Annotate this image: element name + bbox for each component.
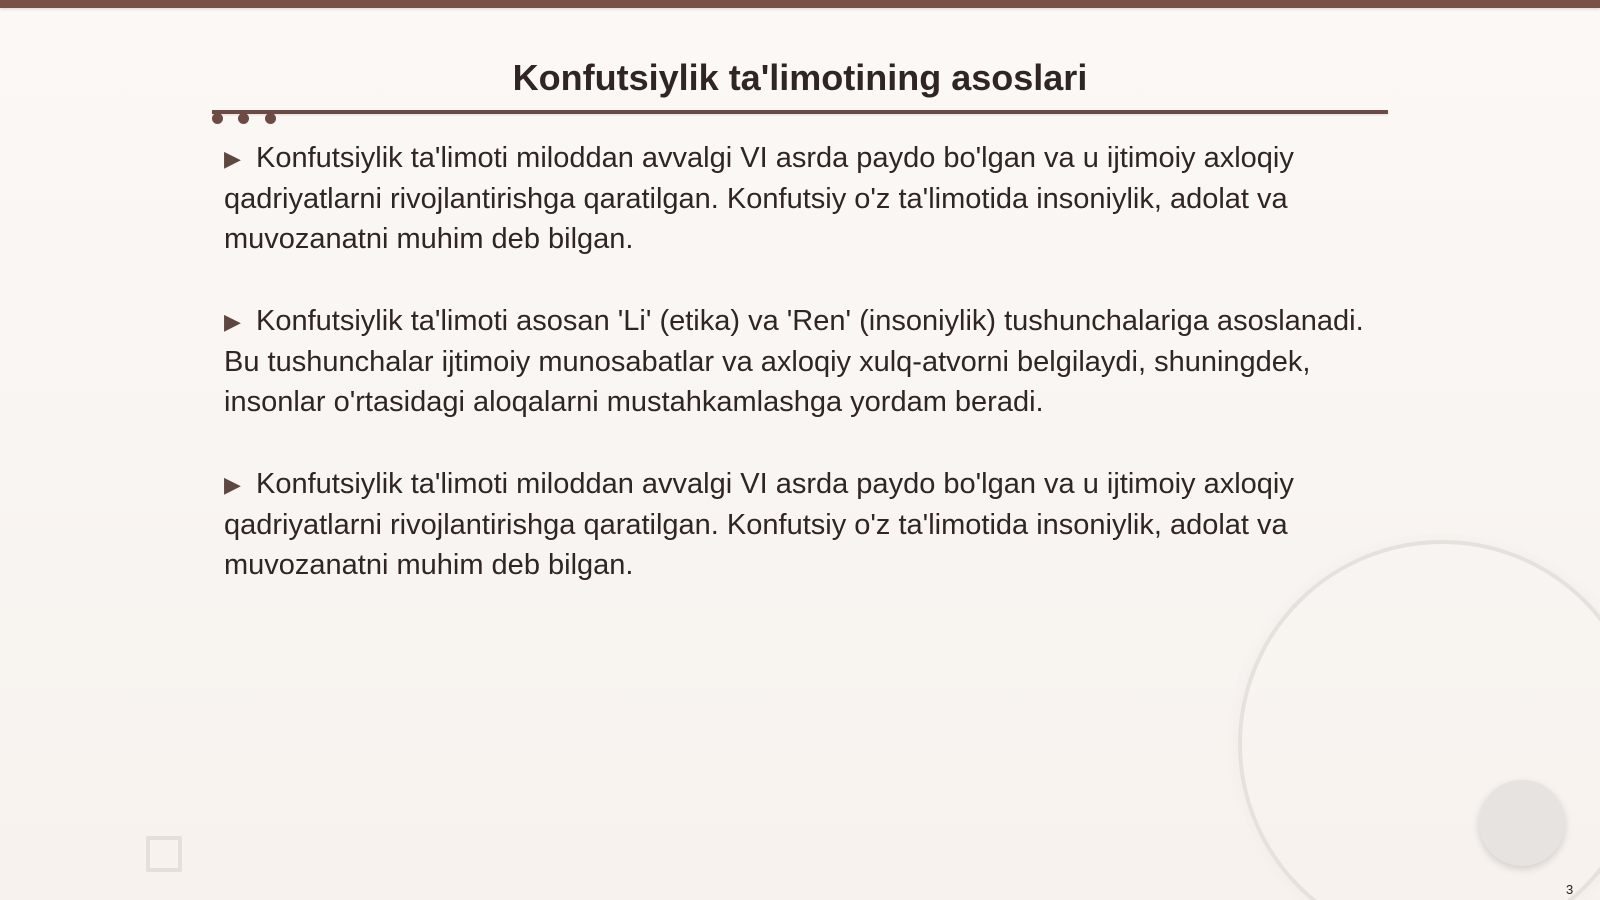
bullet-arrow-icon: ▶ bbox=[224, 146, 241, 171]
bullet-item bbox=[224, 138, 1374, 259]
top-accent-bar bbox=[0, 0, 1600, 8]
decorative-dot bbox=[265, 113, 276, 124]
bullet-list bbox=[224, 138, 1374, 627]
bullet-text: Konfutsiylik ta'limoti asosan 'Li' (etika) va 'Ren' (insoniylik) tushunchalariga asoslanadi. Bu tushunchalar ijtimoiy munosabatlar va axloqiy xulq-atvorni belgilaydi, shuningdek, insonlar o'rtasidagi aloqalarni mustahkamlashga yordam beradi. bbox=[224, 305, 1364, 418]
decorative-circle-filled bbox=[1479, 780, 1565, 866]
decorative-square bbox=[146, 836, 182, 872]
page-number: 3 bbox=[1566, 882, 1574, 897]
title-underline bbox=[212, 110, 1388, 114]
bullet-arrow-icon: ▶ bbox=[224, 309, 241, 334]
bullet-item bbox=[224, 464, 1374, 585]
decorative-dot bbox=[238, 113, 249, 124]
bullet-item bbox=[224, 301, 1374, 422]
slide-title: Konfutsiylik ta'limotining asoslari bbox=[512, 57, 1088, 98]
bullet-text: Konfutsiylik ta'limoti miloddan avvalgi VI asrda paydo bo'lgan va u ijtimoiy axloqiy qadriyatlarni rivojlantirishga qaratilgan. Konfutsiy o'z ta'limotida insoniylik, adolat va muvozanatni muhim deb bilgan. bbox=[224, 468, 1294, 581]
bullet-text: Konfutsiylik ta'limoti miloddan avvalgi VI asrda paydo bo'lgan va u ijtimoiy axloqiy qadriyatlarni rivojlantirishga qaratilgan. Konfutsiy o'z ta'limotida insoniylik, adolat va muvozanatni muhim deb bilgan. bbox=[224, 142, 1294, 255]
decorative-dot bbox=[212, 113, 223, 124]
bullet-arrow-icon: ▶ bbox=[224, 472, 241, 497]
